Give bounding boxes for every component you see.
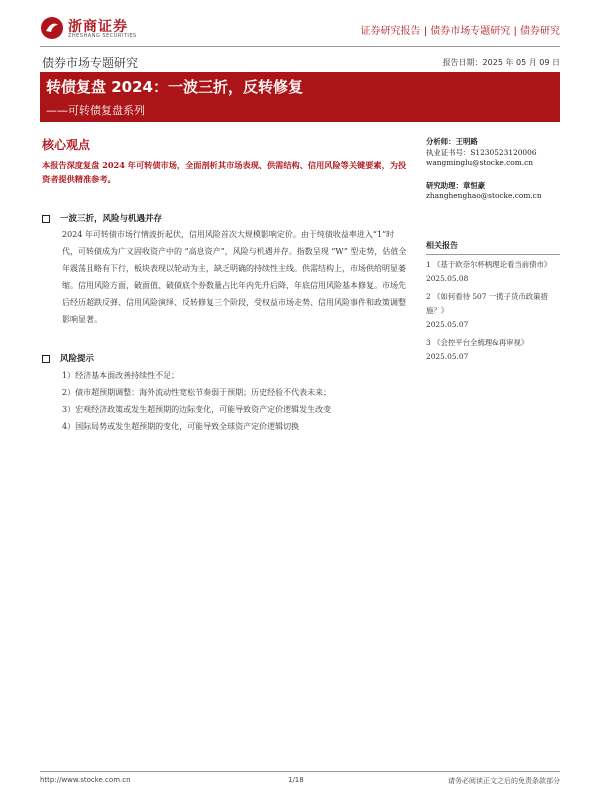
section-heading-text: 一波三折，风险与机遇并存: [60, 214, 163, 224]
footer-url[interactable]: http://www.stocke.com.cn: [40, 776, 131, 784]
analyst-email[interactable]: wangminglu@stocke.com.cn: [426, 158, 533, 167]
core-view-heading: 核心观点: [42, 138, 91, 152]
assistant-info: [426, 180, 560, 200]
related-report-date: 2025.05.07: [426, 352, 469, 361]
related-report-date: 2025.05.08: [426, 274, 469, 283]
logo-mark-icon: [40, 16, 64, 40]
analyst-label: 分析师：王明路: [426, 137, 478, 146]
related-report-title: 1 《基于欧奈尔杯柄理论看当前债市》: [426, 260, 552, 269]
analyst-license: 执业证书号：S1230523120006: [426, 148, 537, 157]
logo-subtext: ZHESHANG SECURITIES: [68, 33, 137, 39]
section-heading-risk: [42, 352, 94, 364]
related-report-date: 2025.05.07: [426, 320, 469, 329]
report-series: ——可转债复盘系列: [46, 104, 145, 117]
title-banner: [40, 72, 560, 122]
related-report-title: 2 《如何看待 507 一揽子货币政策措施？》: [426, 292, 548, 315]
footer-divider: [40, 771, 560, 772]
page-number: 1/18: [288, 776, 304, 784]
square-bullet-icon: [42, 355, 50, 363]
footer-disclaimer: 请务必阅读正文之后的免责条款部分: [448, 777, 560, 785]
related-report-title: 3 《会控平台全梳理&再审视》: [426, 338, 529, 347]
report-category-nav: 证券研究报告 | 债券市场专题研究 | 债券研究: [360, 26, 560, 37]
related-reports-list: [426, 258, 560, 368]
section-heading-market: [42, 212, 162, 224]
analyst-info: [426, 136, 560, 167]
risk-list: [62, 367, 410, 435]
section-heading-text: 风险提示: [60, 354, 95, 364]
list-item: 4）国际局势或发生超预期的变化，可能导致全球资产定价逻辑切换: [62, 422, 300, 431]
company-logo: [40, 14, 150, 46]
section-body-market: 2024 年可转债市场行情波折起伏，信用风险首次大规模影响定价。由于纯债收益率进入“1”时代，可转债成为广义固收资产中的 “高息资产”，风险与机遇并存。指数呈现 “W” 型走势，估值全年震荡且略有下行，板块表现以轮动为主，缺乏明确的持续性主线。供需结构上，市场供给明显萎缩。信用风险方面，破面值、破债底个券数量占比年内先升后降，年底信用风险基本修复。市场先后经历超跌反弹、信用风险演绎、反转修复三个阶段，受权益市场走势、信用风险事件和政策调整影响显著。: [62, 230, 407, 324]
report-date: 报告日期：2025 年 05 月 09 日: [442, 58, 560, 67]
square-bullet-icon: [42, 215, 50, 223]
related-reports-heading: 相关报告: [426, 240, 560, 255]
assistant-label: 研究助理：章恒豪: [426, 181, 486, 190]
related-report-item[interactable]: [426, 258, 560, 286]
core-summary: 本报告深度复盘 2024 年可转债市场，全面剖析其市场表现、供需结构、信用风险等关键要素，为投资者提供精准参考。: [42, 160, 407, 184]
list-item: 3）宏观经济政策或发生超预期的边际变化，可能导致资产定价逻辑发生改变: [62, 405, 332, 414]
related-report-item[interactable]: [426, 290, 560, 332]
header-divider: [40, 46, 560, 47]
list-item: 1）经济基本面改善持续性不足；: [62, 371, 180, 380]
report-title: 转债复盘 2024：一波三折，反转修复: [46, 78, 303, 96]
related-report-item[interactable]: [426, 336, 560, 364]
list-item: 2）债市超预期调整：海外流动性宽松节奏弱于预期；历史经验不代表未来；: [62, 388, 332, 397]
report-subject: 债券市场专题研究: [42, 56, 139, 70]
logo-text: 浙商证券: [68, 19, 128, 35]
assistant-email[interactable]: zhanghenghao@stocke.com.cn: [426, 191, 542, 200]
